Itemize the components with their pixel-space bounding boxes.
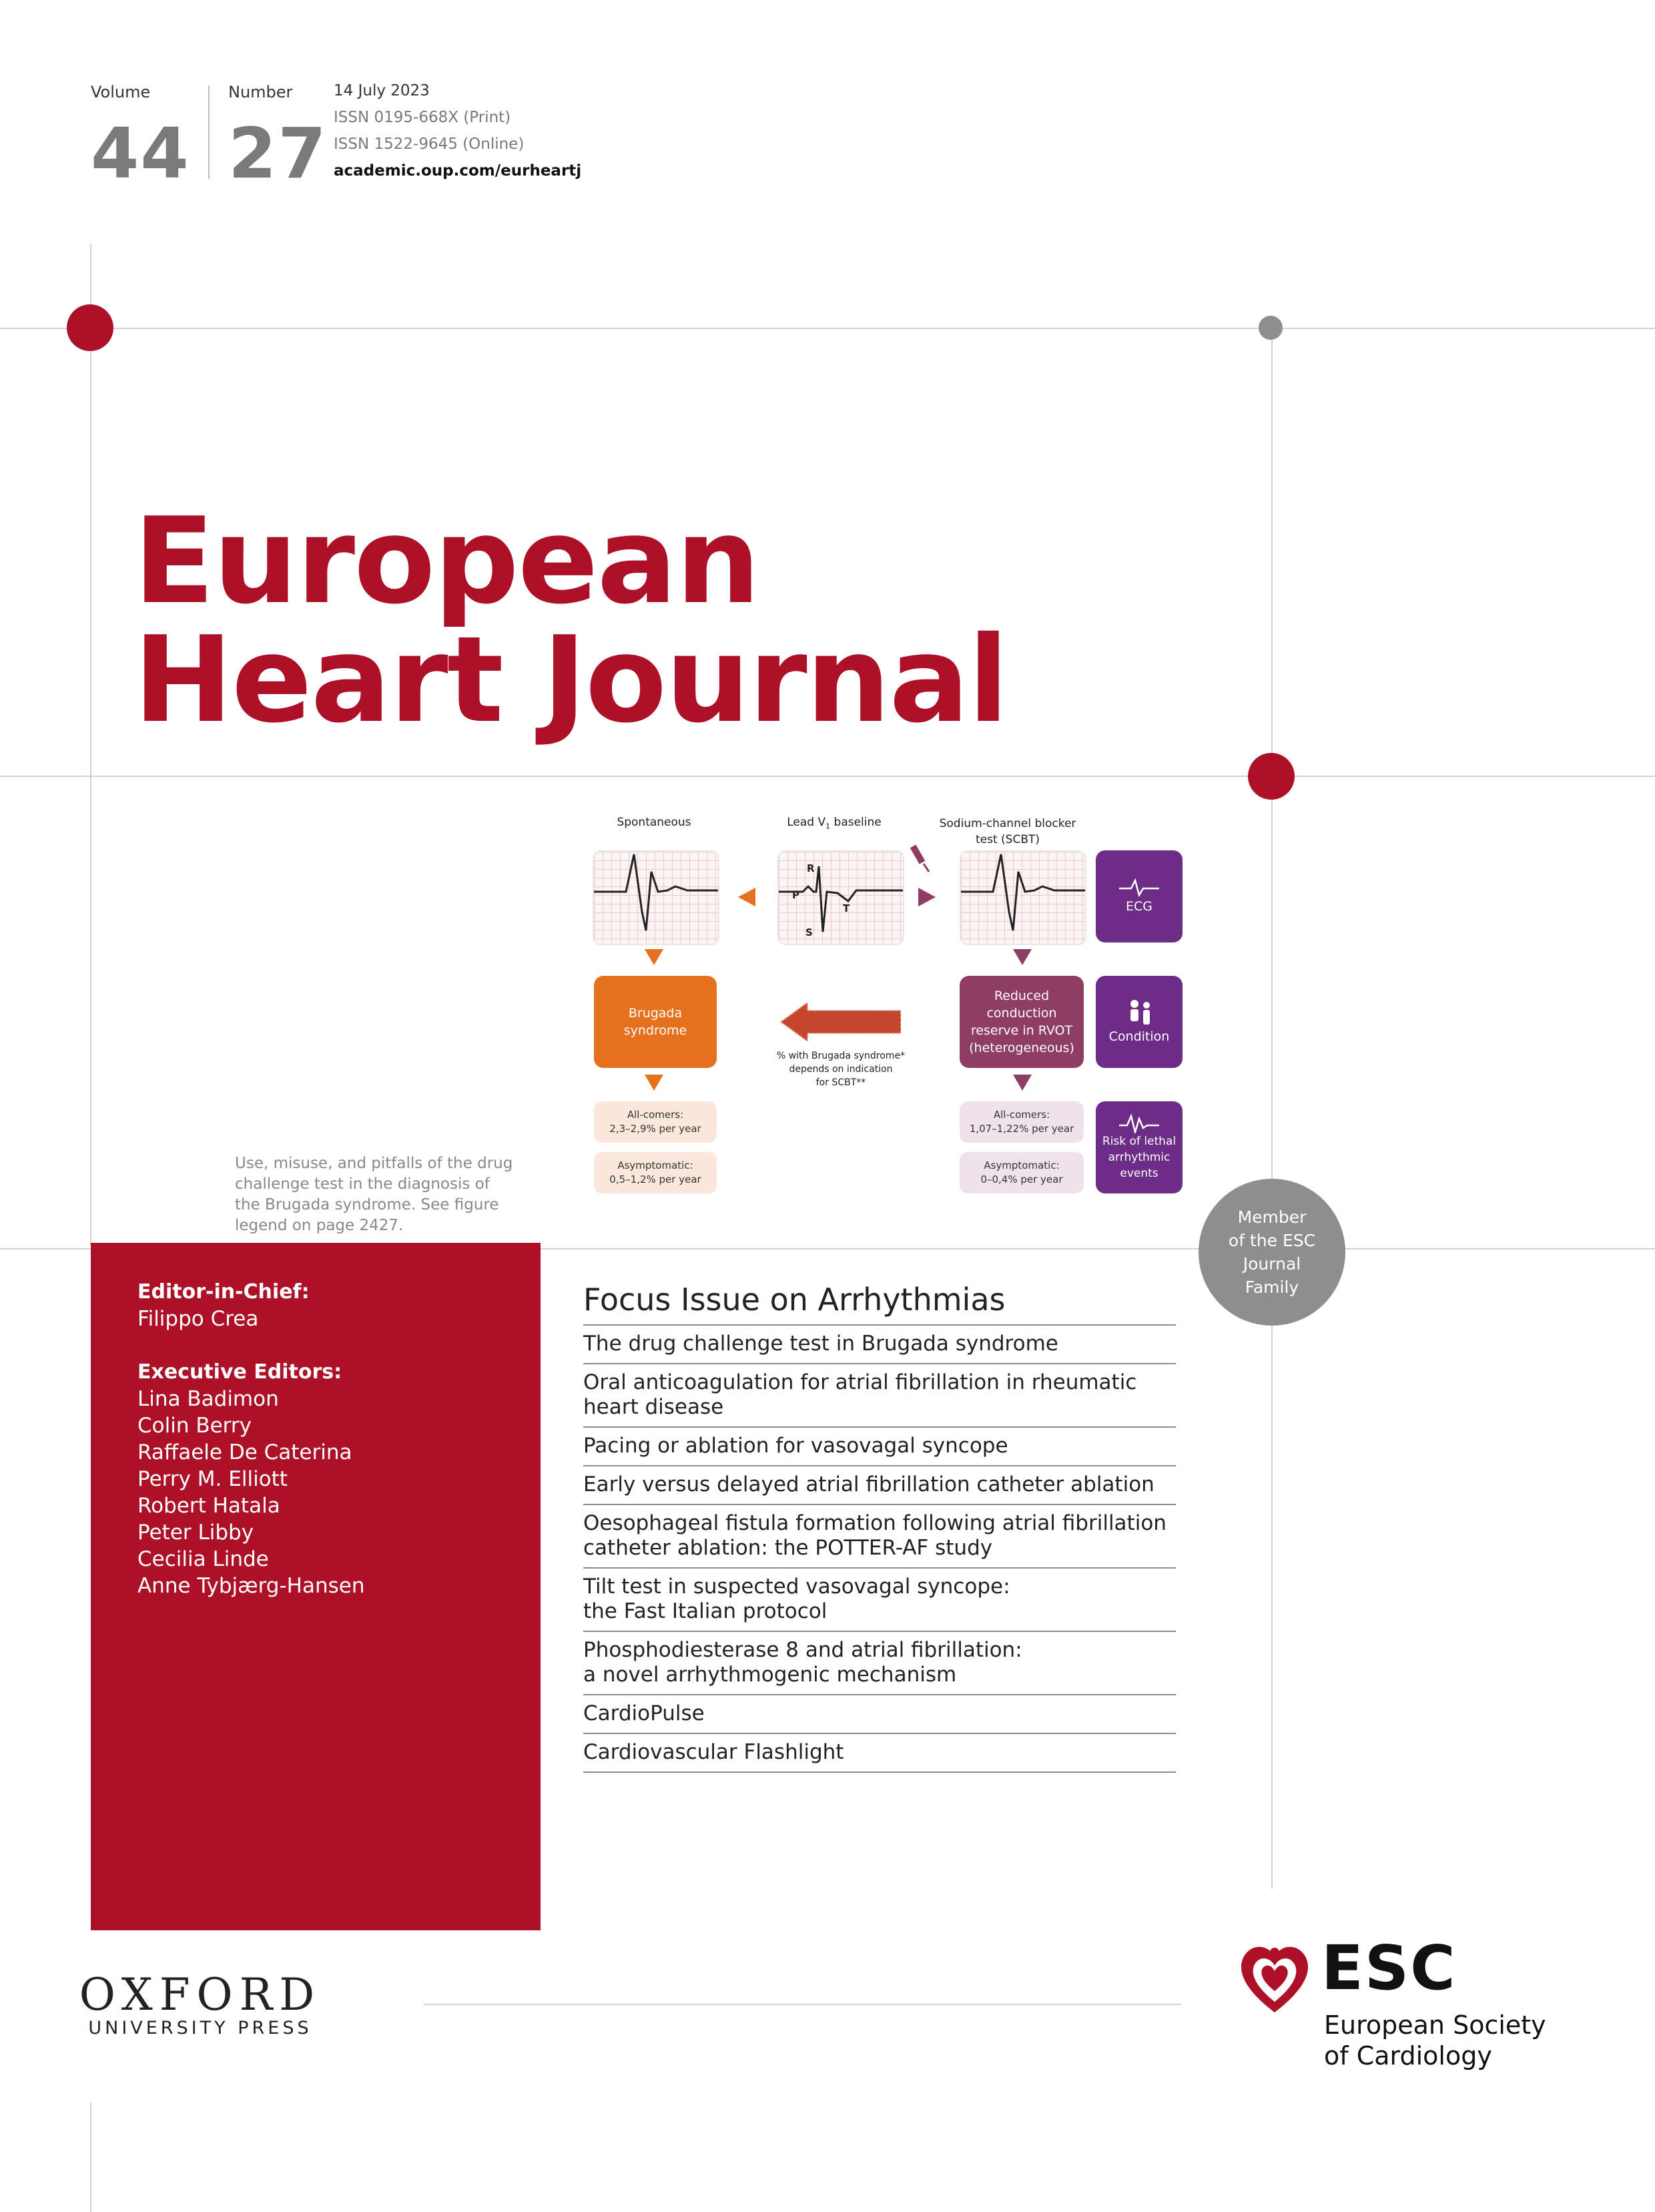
- oxford-logo[interactable]: [67, 1969, 334, 2038]
- ecg-spontaneous: [593, 850, 719, 945]
- wave-s: S: [805, 926, 813, 938]
- ecg-icon-box: [1096, 850, 1183, 942]
- stat-left-asym-label: Asymptomatic:: [617, 1159, 693, 1171]
- issn-online: ISSN 1522-9645 (Online): [334, 135, 525, 153]
- executive-editor: Robert Hatala: [137, 1494, 280, 1518]
- stat-right-asymptomatic: [960, 1152, 1084, 1193]
- label-lead-baseline: [767, 816, 901, 830]
- executive-editor: Raffaele De Caterina: [137, 1440, 352, 1464]
- executive-editor: Colin Berry: [137, 1414, 252, 1438]
- issue-date: 14 July 2023: [334, 82, 430, 99]
- executive-editor: Perry M. Elliott: [137, 1467, 288, 1491]
- reduced-line2: conduction: [986, 1006, 1057, 1021]
- focus-item-line1: Phosphodiesterase 8 and atrial fibrillation:: [583, 1638, 1022, 1662]
- stat-right-asym-value: 0–0,4% per year: [980, 1173, 1063, 1185]
- wave-p: P: [792, 889, 799, 901]
- grid-line-right: [1271, 327, 1273, 1889]
- label-scbt: [934, 816, 1081, 848]
- focus-item-line1: Early versus delayed atrial fibrillation catheter ablation: [583, 1472, 1154, 1496]
- esc-abbreviation: ESC: [1321, 1932, 1457, 2004]
- brugada-line2: syndrome: [623, 1023, 687, 1038]
- badge-line2: of the ESC: [1228, 1231, 1316, 1250]
- wave-r: R: [807, 862, 815, 874]
- arrhythmia-icon: [1119, 1113, 1159, 1133]
- risk-line1: Risk of lethal: [1102, 1135, 1177, 1148]
- risk-icon-box: [1096, 1101, 1183, 1193]
- stat-left-allcomers-label: All-comers:: [627, 1109, 684, 1121]
- volume-number: 44: [91, 113, 190, 194]
- esc-name-line1: European Society: [1324, 2010, 1546, 2040]
- focus-item-line1: The drug challenge test in Brugada syndrome: [583, 1332, 1058, 1356]
- scbt-line1: Sodium-channel blocker: [939, 817, 1076, 830]
- editors-panel: [91, 1243, 541, 1930]
- big-arrow-left: [781, 1003, 901, 1041]
- figure-caption: [235, 1153, 513, 1236]
- arrow-down-plum-2: [1013, 1075, 1032, 1091]
- number-label: Number: [228, 83, 293, 101]
- executive-editors-label: Executive Editors:: [137, 1360, 342, 1384]
- lead-after: baseline: [830, 816, 882, 829]
- risk-line3: events: [1120, 1167, 1158, 1180]
- ecg-trace-spontaneous: [594, 852, 718, 944]
- stat-right-allcomers: [960, 1101, 1084, 1143]
- grid-line-middle: [0, 776, 1655, 777]
- focus-item[interactable]: [583, 1695, 1176, 1734]
- grid-line-top: [0, 328, 1655, 329]
- caption-line2: challenge test in the diagnosis of: [235, 1175, 490, 1193]
- arrow-right-plum: [918, 888, 936, 906]
- brugada-syndrome-box: [594, 976, 717, 1068]
- esc-family-badge: [1199, 1179, 1345, 1326]
- arrow-note-line2: depends on indication: [789, 1064, 893, 1075]
- patient-icon: [1122, 999, 1156, 1028]
- badge-line3: Journal: [1243, 1254, 1301, 1274]
- stat-right-allcomers-value: 1,07–1,22% per year: [969, 1123, 1074, 1135]
- stat-left-allcomers: [594, 1101, 717, 1143]
- focus-item[interactable]: [583, 1428, 1176, 1466]
- esc-heart-icon: [1235, 1939, 1315, 2019]
- arrow-down-orange-1: [645, 949, 663, 965]
- focus-item-line1: Cardiovascular Flashlight: [583, 1740, 844, 1764]
- focus-item[interactable]: [583, 1364, 1176, 1428]
- lead-label: Lead V: [787, 816, 826, 829]
- header-divider: [208, 85, 210, 179]
- grid-line-left-bottom: [90, 2103, 91, 2212]
- red-dot-middle-right: [1248, 753, 1295, 800]
- ecg-scbt: [960, 850, 1086, 945]
- scbt-line2: test (SCBT): [975, 833, 1040, 846]
- condition-icon-label: Condition: [1108, 1029, 1170, 1044]
- caption-line3: the Brugada syndrome. See figure: [235, 1196, 499, 1213]
- label-spontaneous: Spontaneous: [617, 816, 691, 829]
- focus-item-line2: the Fast Italian protocol: [583, 1599, 828, 1623]
- badge-line1: Member: [1237, 1207, 1307, 1227]
- issn-print: ISSN 0195-668X (Print): [334, 109, 511, 126]
- ecg-wave-icon: [1119, 878, 1159, 898]
- focus-item[interactable]: [583, 1505, 1176, 1569]
- focus-item[interactable]: [583, 1632, 1176, 1695]
- grey-dot-top-right: [1259, 316, 1283, 340]
- stat-right-asym-label: Asymptomatic:: [984, 1159, 1060, 1171]
- condition-icon-box: [1096, 976, 1183, 1068]
- focus-item[interactable]: [583, 1569, 1176, 1632]
- executive-editor: Peter Libby: [137, 1520, 254, 1545]
- caption-line4: legend on page 2427.: [235, 1217, 404, 1234]
- journal-title-line2: Heart Journal: [133, 611, 1008, 749]
- ecg-baseline: [777, 850, 904, 945]
- arrow-left-orange: [738, 888, 755, 906]
- volume-label: Volume: [91, 83, 151, 101]
- reduced-conduction-box: [960, 976, 1084, 1068]
- focus-item-line2: heart disease: [583, 1395, 724, 1419]
- focus-item-line1: Tilt test in suspected vasovagal syncope:: [583, 1575, 1010, 1599]
- badge-line4: Family: [1245, 1278, 1299, 1297]
- executive-editor: Cecilia Linde: [137, 1547, 269, 1571]
- journal-title-line1: European: [133, 492, 759, 630]
- cover-figure: [587, 808, 1188, 1208]
- focus-item[interactable]: [583, 1326, 1176, 1364]
- reduced-line4: (heterogeneous): [969, 1041, 1074, 1055]
- esc-full-name: [1324, 2010, 1546, 2071]
- focus-item[interactable]: [583, 1466, 1176, 1505]
- esc-logo[interactable]: [1235, 1932, 1635, 2086]
- stat-left-asym-value: 0,5–1,2% per year: [609, 1173, 701, 1185]
- focus-item-line2: catheter ablation: the POTTER-AF study: [583, 1536, 993, 1560]
- arrow-note: [747, 1049, 934, 1089]
- editors-list: [137, 1279, 365, 1599]
- oup-wordmark: UNIVERSITY PRESS: [88, 2018, 312, 2038]
- focus-item-line1: Pacing or ablation for vasovagal syncope: [583, 1434, 1008, 1458]
- focus-item-line1: Oral anticoagulation for atrial fibrillation in rheumatic: [583, 1370, 1137, 1394]
- ecg-icon-label: ECG: [1126, 899, 1152, 914]
- executive-editor: Anne Tybjærg-Hansen: [137, 1574, 365, 1598]
- focus-issue: [583, 1282, 1176, 1773]
- arrow-note-line3: for SCBT**: [815, 1077, 866, 1088]
- focus-item-line1: Oesophageal fistula formation following atrial fibrillation: [583, 1511, 1167, 1535]
- issue-number: 27: [228, 113, 328, 194]
- issue-info: [334, 77, 581, 184]
- arrow-note-line1: % with Brugada syndrome*: [776, 1051, 906, 1061]
- brugada-line1: Brugada: [628, 1006, 683, 1021]
- editor-in-chief-label: Editor-in-Chief:: [137, 1280, 310, 1304]
- executive-editor: Lina Badimon: [137, 1387, 279, 1411]
- red-dot-top-left: [67, 304, 113, 351]
- focus-issue-title: Focus Issue on Arrhythmias: [583, 1282, 1176, 1326]
- risk-line2: arrhythmic: [1108, 1151, 1171, 1164]
- focus-item[interactable]: [583, 1734, 1176, 1773]
- stat-left-allcomers-value: 2,3–2,9% per year: [609, 1123, 701, 1135]
- editor-in-chief-name: Filippo Crea: [137, 1307, 259, 1331]
- journal-url[interactable]: academic.oup.com/eurheartj: [334, 162, 582, 180]
- wave-t: T: [843, 902, 850, 914]
- arrow-down-orange-2: [645, 1075, 663, 1091]
- focus-item-line2: a novel arrhythmogenic mechanism: [583, 1663, 957, 1687]
- syringe-icon: [906, 841, 933, 874]
- arrow-down-plum-1: [1013, 949, 1032, 965]
- grid-line-footer: [424, 2004, 1181, 2005]
- ecg-trace-scbt: [961, 852, 1085, 944]
- oxford-wordmark: OXFORD: [79, 1969, 322, 2020]
- lead-subscript: 1: [825, 822, 831, 831]
- reduced-line1: Reduced: [994, 989, 1050, 1003]
- caption-line1: Use, misuse, and pitfalls of the drug: [235, 1155, 513, 1172]
- stat-right-allcomers-label: All-comers:: [993, 1109, 1050, 1121]
- reduced-line3: reserve in RVOT: [970, 1023, 1073, 1038]
- stat-left-asymptomatic: [594, 1152, 717, 1193]
- esc-name-line2: of Cardiology: [1324, 2041, 1492, 2070]
- focus-item-line1: CardioPulse: [583, 1701, 705, 1725]
- grid-line-left: [90, 244, 91, 1245]
